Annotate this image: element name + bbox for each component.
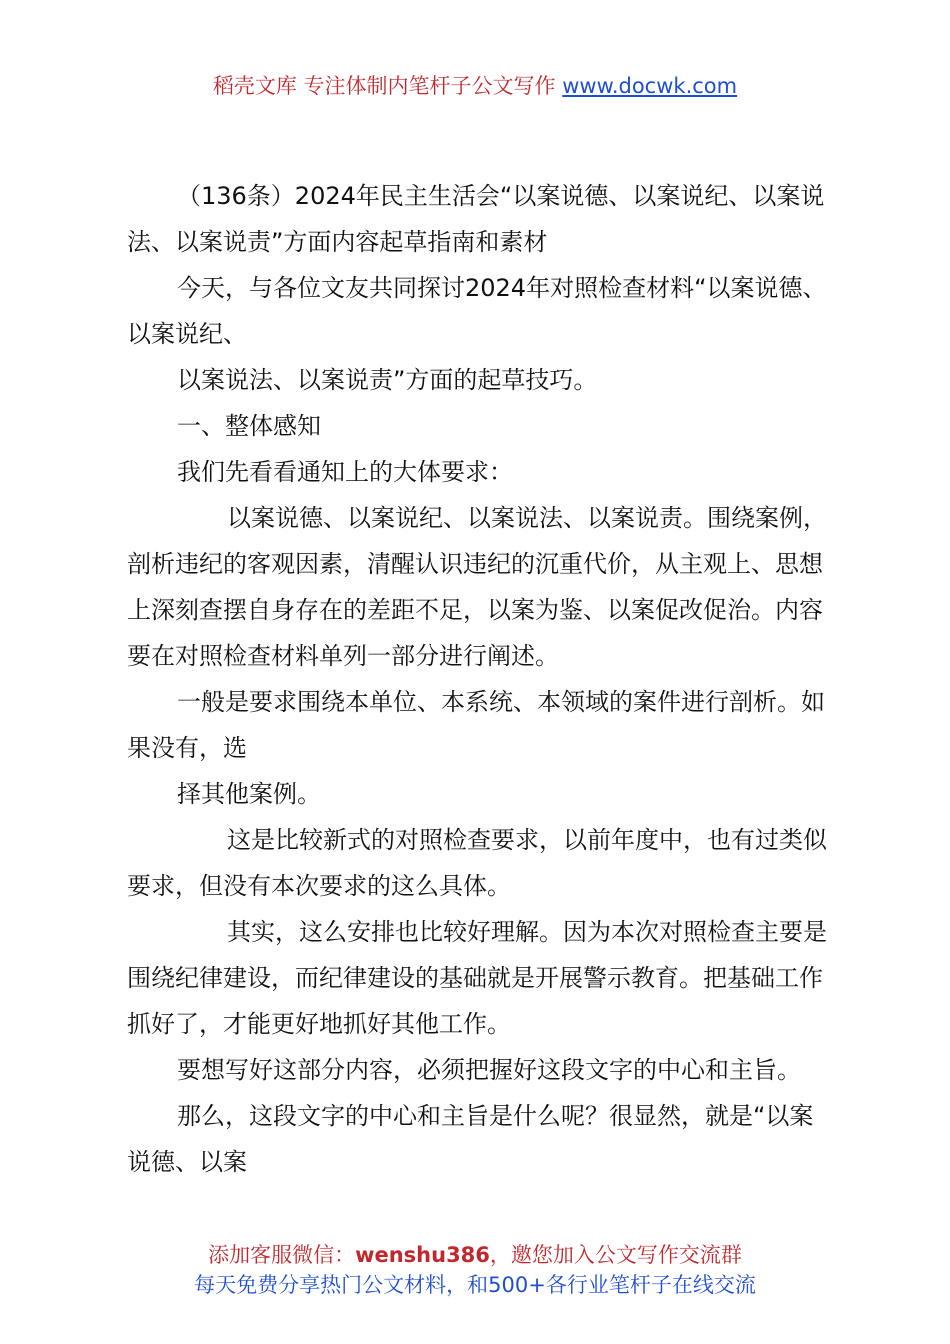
paragraph: 我们先看看通知上的大体要求： <box>177 458 513 486</box>
paragraph: 这是比较新式的对照检查要求，以前年度中，也有过类似要求，但没有本次要求的这么具体。 <box>127 826 827 900</box>
paragraph: 以案说法、以案说责”方面的起草技巧。 <box>177 366 598 394</box>
paragraph: 择其他案例。 <box>177 780 321 808</box>
website-link[interactable]: www.docwk.com <box>562 74 738 98</box>
footer-prefix: 添加客服微信： <box>208 1243 356 1267</box>
paragraph: 要想写好这部分内容，必须把握好这段文字的中心和主旨。 <box>177 1056 801 1084</box>
document-body <box>127 173 832 1185</box>
wechat-id: wenshu386 <box>355 1243 490 1267</box>
page-footer <box>0 1240 950 1300</box>
brand-text: 稻壳文库 专注体制内笔杆子公文写作 <box>212 74 563 98</box>
paragraph: 那么，这段文字的中心和主旨是什么呢？很显然，就是“以案说德、以案 <box>127 1102 814 1176</box>
paragraph: 其实，这么安排也比较好理解。因为本次对照检查主要是围绕纪律建设，而纪律建设的基础就是开展警示教育。把基础工作抓好了，才能更好地抓好其他工作。 <box>127 918 827 1038</box>
doc-title: （136条）2024年民主生活会“以案说德、以案说纪、以案说法、以案说责”方面内容起草指南和素材 <box>127 182 825 256</box>
paragraph: 一般是要求围绕本单位、本系统、本领域的案件进行剖析。如果没有，选 <box>127 688 825 762</box>
paragraph: 今天，与各位文友共同探讨2024年对照检查材料“以案说德、以案说纪、 <box>127 274 827 348</box>
quoted-requirement: 以案说德、以案说纪、以案说法、以案说责。围绕案例，剖析违纪的客观因素，清醒认识违纪的沉重代价，从主观上、思想上深刻查摆自身存在的差距不足，以案为鉴、以案促改促治。内容要在对照检查材料单列一部分进行阐述。 <box>127 504 827 670</box>
footer-line-2: 每天免费分享热门公文材料，和500+各行业笔杆子在线交流 <box>194 1273 756 1297</box>
footer-suffix: ，邀您加入公文写作交流群 <box>489 1243 742 1267</box>
footer-line-1 <box>0 1240 950 1270</box>
section-heading: 一、整体感知 <box>177 412 321 440</box>
page-header <box>0 70 950 100</box>
